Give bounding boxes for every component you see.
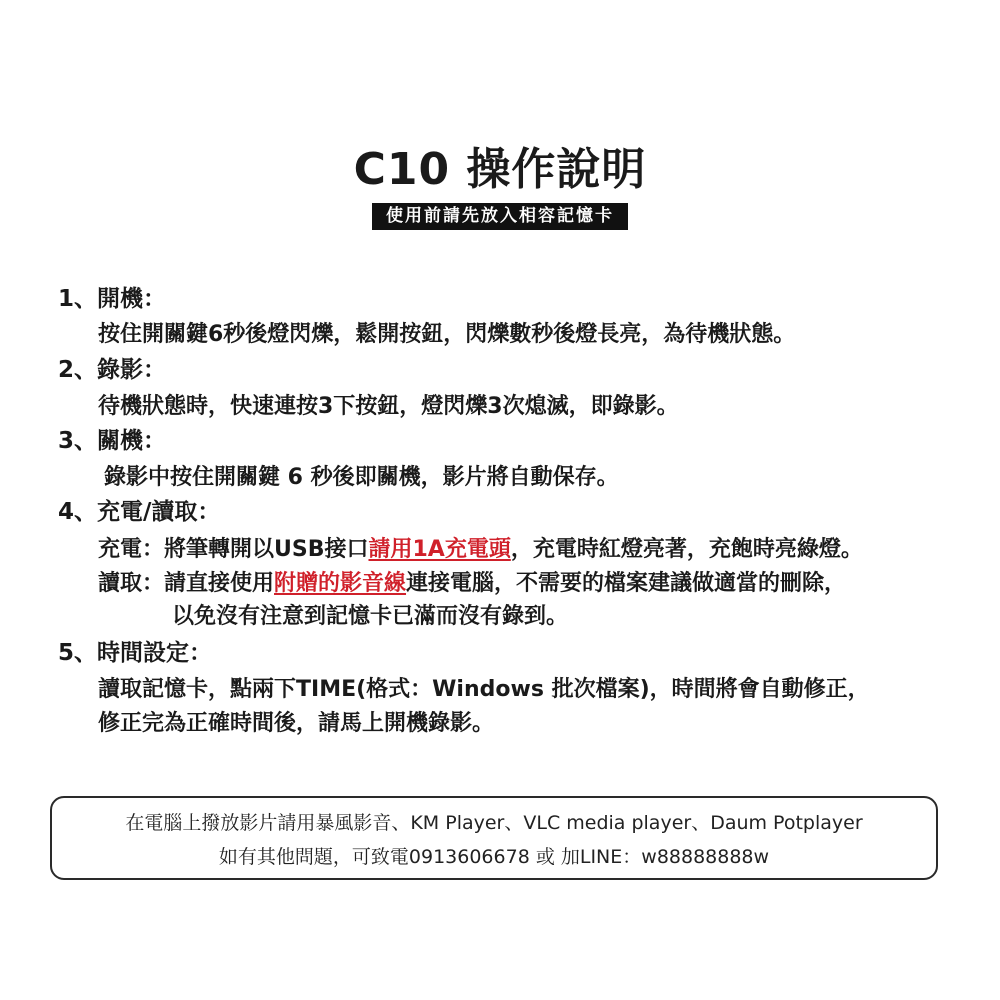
section-body-power-on: 按住開關鍵6秒後燈閃爍，鬆開按鈕，閃爍數秒後燈長亮，為待機狀態。	[98, 322, 796, 347]
time-setting-line-1: 讀取記憶卡，點兩下TIME(格式：Windows 批次檔案)，時間將會自動修正，	[98, 677, 870, 702]
read-highlight: 附贈的影音線	[274, 571, 407, 596]
section-body-record: 待機狀態時，快速連按3下按鈕，燈閃爍3次熄滅，即錄影。	[98, 394, 679, 419]
section-heading-record: 2、錄影：	[58, 357, 167, 383]
subtitle-badge: 使用前請先放入相容記憶卡	[372, 203, 628, 230]
time-setting-line-2: 修正完為正確時間後，請馬上開機錄影。	[98, 711, 495, 736]
charge-line	[98, 535, 863, 565]
section-heading-power-off: 3、關機：	[58, 428, 167, 454]
footer-note-box	[50, 796, 938, 880]
page-title: C10 操作說明	[353, 144, 647, 195]
footer-contact-note: 如有其他問題，可致電0913606678 或 加LINE：w88888888w	[218, 846, 770, 868]
section-heading-charge-read: 4、充電/讀取：	[58, 499, 221, 525]
footer-player-note: 在電腦上撥放影片請用暴風影音、KM Player、VLC media player、Daum Potplayer	[125, 812, 863, 834]
section-heading-time-setting: 5、時間設定：	[58, 640, 213, 666]
read-line	[98, 569, 846, 599]
read-text-after: 連接電腦，不需要的檔案建議做適當的刪除，	[406, 571, 847, 596]
read-continuation: 以免沒有注意到記憶卡已滿而沒有錄到。	[172, 604, 569, 629]
charge-text-before: 充電：將筆轉開以USB接口	[98, 537, 369, 562]
read-text-before: 讀取：請直接使用	[98, 571, 275, 596]
subtitle-wrap	[0, 203, 1000, 230]
section-heading-power-on: 1、開機：	[58, 286, 167, 312]
section-body-power-off: 錄影中按住開關鍵 6 秒後即關機，影片將自動保存。	[104, 465, 619, 490]
charge-highlight: 請用1A充電頭	[368, 537, 511, 562]
charge-text-after: ，充電時紅燈亮著，充飽時亮綠燈。	[510, 537, 863, 562]
